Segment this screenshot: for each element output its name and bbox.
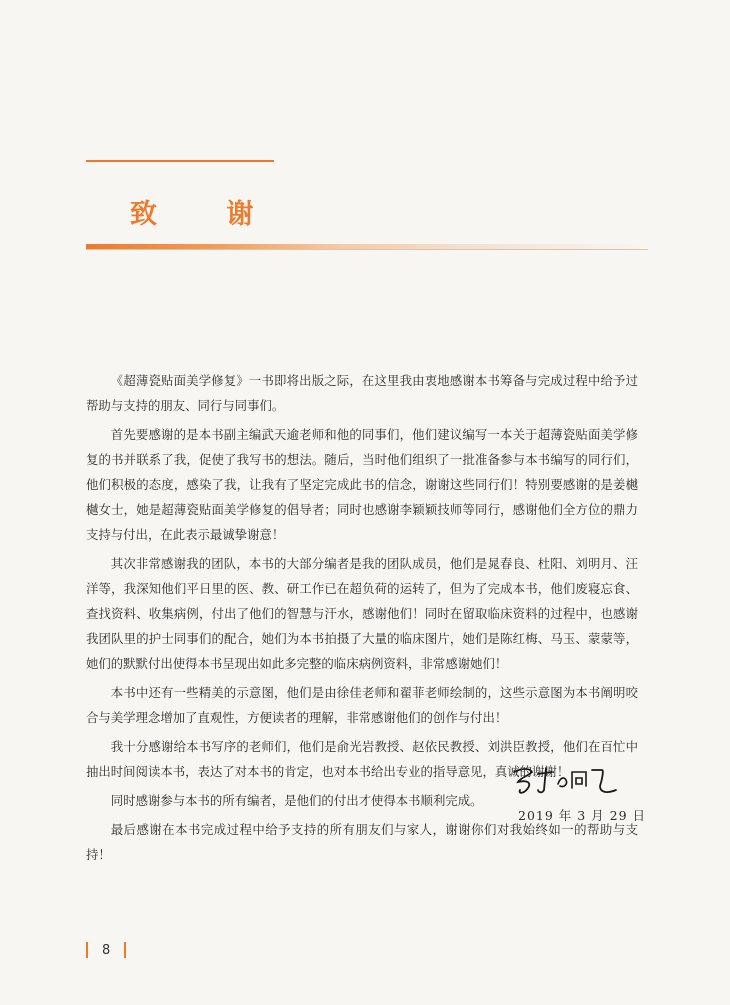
handwritten-signature (508, 760, 618, 800)
footer-bar-left (86, 942, 88, 958)
paragraph: 首先要感谢的是本书副主编武天逾老师和他的同事们，他们建议编写一本关于超薄瓷贴面美学修复的书并联系了我，促使了我写书的想法。随后，当时他们组织了一批准备参与本书编写的同行们，他们积极的态度，感染了我，让我有了坚定完成此书的信念，谢谢这些同行们！特别要感谢的是姜樾樾女士，她是超薄瓷贴面美学修复的倡导者；同时也感谢李颖颖技师等同行，感谢他们全方位的鼎力支持与付出，在此表示最诚挚谢意！ (86, 427, 638, 542)
paragraph: 《超薄瓷贴面美学修复》一书即将出版之际，在这里我由衷地感谢本书筹备与完成过程中给予过帮助与支持的朋友、同行与同事们。 (86, 373, 638, 413)
title-underline (86, 249, 648, 250)
footer-bar-right (124, 942, 126, 958)
paragraph: 同时感谢参与本书的所有编者，是他们的付出才使得本书顺利完成。 (110, 793, 483, 808)
page-footer (86, 940, 126, 960)
paragraph: 最后感谢在本书完成过程中给予支持的所有朋友们与家人，谢谢你们对我始终如一的帮助与支持！ (86, 822, 638, 862)
paragraph: 本书中还有一些精美的示意图，他们是由徐佳老师和翟菲老师绘制的，这些示意图为本书阐明咬合与美学理念增加了直观性，方便读者的理解，非常感谢他们的创作与付出！ (86, 685, 638, 725)
paragraph: 其次非常感谢我的团队，本书的大部分编者是我的团队成员，他们是晁春良、杜阳、刘明月、汪洋等，我深知他们平日里的医、教、研工作已在超负荷的运转了，但为了完成本书，他们废寝忘食、查找资料、收集病例，付出了他们的智慧与汗水，感谢他们！同时在留取临床资料的过程中，也感谢我团队里的护士同事们的配合，她们为本书拍摄了大量的临床图片，她们是陈红梅、马玉、蒙蒙等，她们的默默付出使得本书呈现出如此多完整的临床病例资料，非常感谢她们！ (86, 556, 638, 671)
page-number: 8 (102, 942, 111, 958)
paragraph: 我十分感谢给本书写序的老师们，他们是俞光岩教授、赵依民教授、刘洪臣教授，他们在百忙中抽出时间阅读本书，表达了对本书的肯定，也对本书给出专业的指导意见，真诚的谢谢！ (86, 739, 638, 779)
signature-date: 2019 年 3 月 29 日 (518, 808, 647, 823)
page-title: 致 谢 (130, 199, 284, 230)
top-accent-rule (86, 160, 274, 162)
